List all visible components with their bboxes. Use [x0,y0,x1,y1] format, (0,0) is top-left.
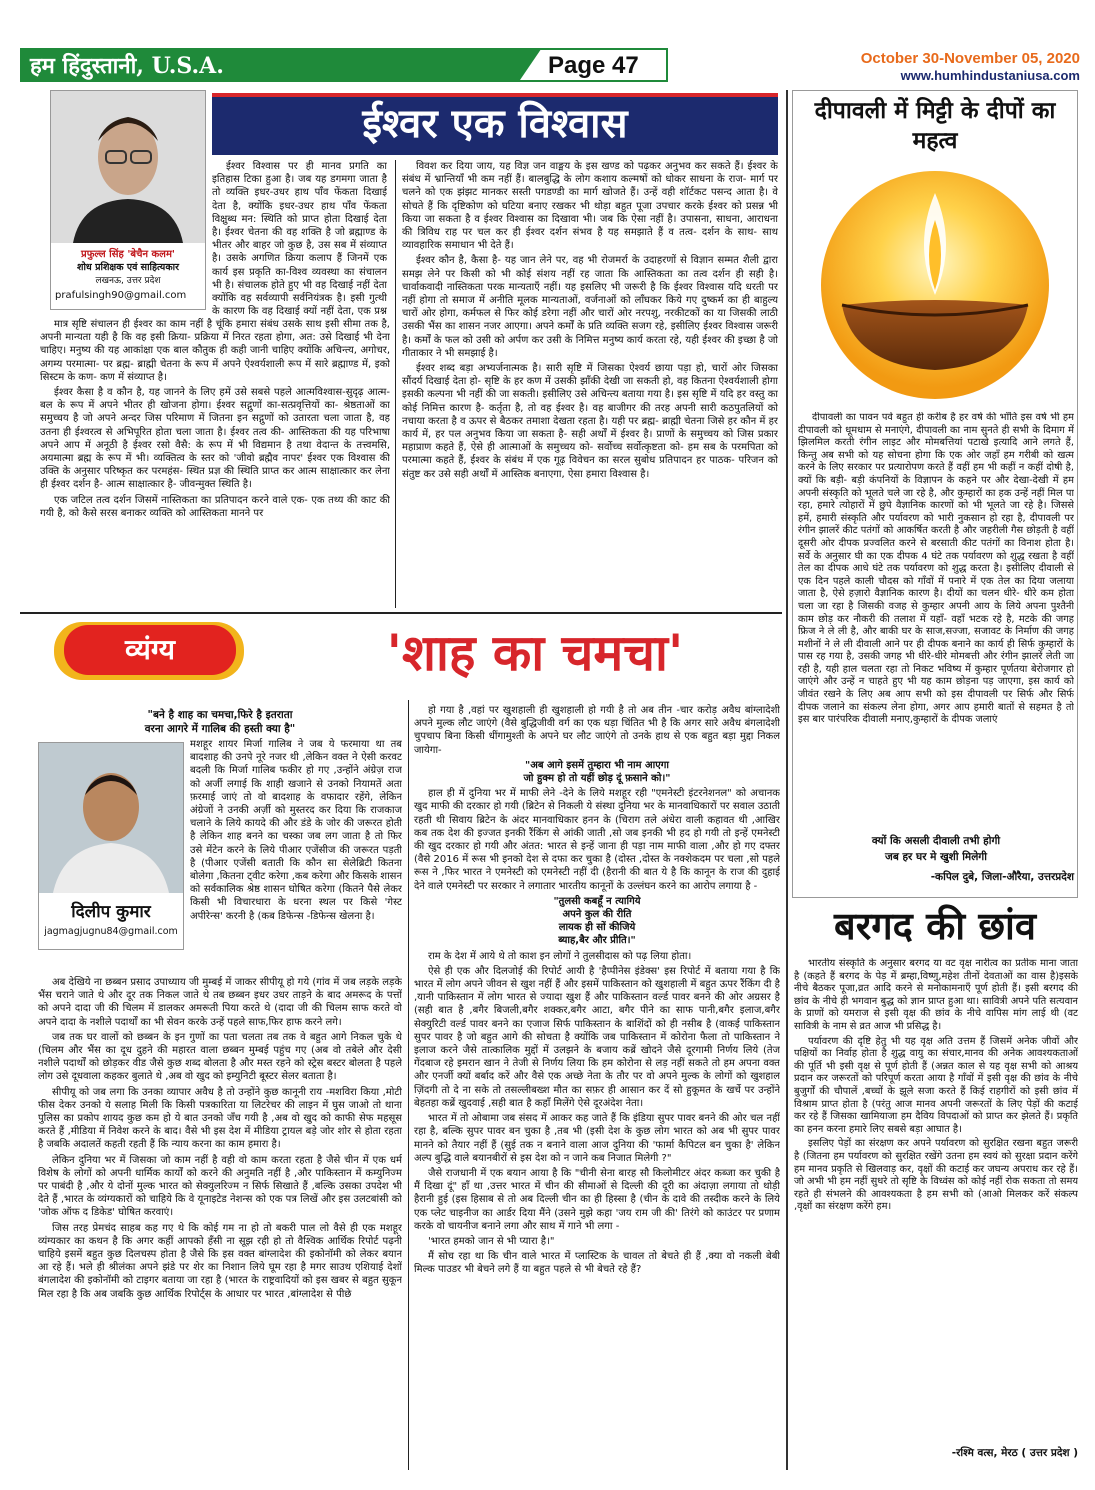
article2-col1-top-text: मशहूर शायर मिर्जा गालिब ने जब ये फरमाया था तब बादशाह की उनपे नूरे नजर थी ,लेकिन वक्त ने ऐसी करवट बदली कि मिर्जा गालिब फकीर हो गए ,उन्होंने अंग्रेज़ राज को अर्जी लगाई कि शाही खजाने से उनको नियामतें अता फ़रमाई जाएं तो वो बादशाह के वफादार रहेंगे, लेकिन अंग्रेजों ने उनकी अर्ज़ी को मुस्तरद कर दिया कि राजकाज चलाने के लिये कायदे की और डंडे के जोर की जरूरत होती है लेकिन शाह बनने का चस्का जब लग जाता है तो फिर उसे मेंटेन करने के लिये पीआर एजेंसीज की जरूरत पड़ती है (पीआर एजेंसी बताती कि कौन सा सेलेब्रिटी कितना बोलेगा ,कितना ट्वीट करेगा ,कब करेगा और किसके शासन को सर्वकालिक श्रेष्ठ शासन घोषित करेगा (कितने पैसे लेकर किसी भी विचारधारा के धरना स्थल पर किसे 'गेस्ट अपीरेन्स' करनी है (कब डिफेन्स -डिफेन्स खेलना है। [190,739,402,922]
author2-name: दिलीप कुमार [71,902,151,922]
sidebar2-title: बरगद की छांव [834,903,1036,948]
article2-col2-p6: जैसे राजधानी में एक बयान आया है कि "चीनी सेना बारह सौ किलोमीटर अंदर कब्जा कर चुकी है मैं दिखा दूं" हाँ था ,उत्तर भारत में चीन की सीमाओं से दिल्ली की दूरी का अंदाज़ा लगाया तो थोड़ी हैरानी हुई (इस हिसाब से तो अब दिल्ली चीन का ही हिस्सा है (चीन के दावे की तस्दीक करने के लिये एक प्लेट चाइनीज का आर्डर दिया मैंने (उसने मुझे कहा 'जय राम जी की' तिरंगे को काउंटर पर प्रणाम करके वो चायनीज बनाने लगा और साथ में गाने भी लगा - [414,1167,780,1232]
sidebar1-title: दीपावली में मिट्टी के दीपों का महत्व [814,97,1056,154]
article1-col2-p1: विवश कर दिया जाय, यह विज्ञ जन वाङ्मय के इस खण्ड को पढ़कर अनुभव कर सकते हैं। ईश्वर के संबंध में भ्रान्तियाँ भी कम नहीं हैं। बालबुद्धि के लोग कशाय कल्मषों को धोकर साधना के राज- मार्ग पर चलने को एक झंझट मानकर सस्ती पगडण्डी का मार्ग खोजते हैं। उन्हें वही शॉर्टकट पसन्द आता है। वे सोचते हैं कि दृष्टिकोण को घटिया बनाए रखकर भी थोड़ा बहुत पूजा उपचार करके ईश्वर को प्रसन्न भी किया जा सकता है व ईश्वर विश्वास का दिखावा भी। जब कि ऐसा नहीं है। उपासना, साधना, आराधना की त्रिविध राह पर चल कर ही ईश्वर दर्शन संभव है यह समझाते हैं व तत्व- दर्शन के साथ- साथ व्यावहारिक समाधान भी देते हैं। [402,161,778,252]
author2-email[interactable]: jagmagjugnu84@gmail.com [44,926,178,937]
article2-col2-p4: ऐसे ही एक और दिलजोई की रिपोर्ट आयी है 'हैप्पीनेस इंडेक्स' इस रिपोर्ट में बताया गया है कि भारत में लोग अपने जीवन से खुश नहीं हैं और इसमें पाकिस्तान को खुशहाली में बहुत ऊपर रैंकिंग दी है ,यानी पाकिस्तान में लोग भारत से ज्यादा खुश हैं और पाकिस्तान वर्ल्ड पावर बनने की ओर अग्रसर है (सही बात है ,बगैर बिजली,बगैर शक्कर,बगैर आटा, बगैर पीने का साफ पानी,बगैर इलाज,बगैर सेक्युरिटी वर्ल्ड पावर बनने का एजाज सिर्फ पाकिस्तान के बाशिंदों को ही नसीब है (वाकई पाकिस्तान सुपर पावर है जो बहुत आगे की सोचता है क्योंकि जब पाकिस्तान में कोरोना फैला तो पाकिस्तान ने इलाज करने जैसे तात्कालिक मुद्दों में उलझने के बजाय कब्रें खोदने जैसे दूरगामी निर्णय लिये (तेज गेंदबाज रहे इमरान खान ने तेजी से निर्णय लिया कि हम कोरोना से लड़ नहीं सकते तो हम अपना वक्त और एनर्जी क्यों बर्बाद करें और वैसे एक अच्छे नेता के तौर पर वो अपने मुल्क के लोगों को खुशहाल ज़िंदगी तो दे ना सके तो तसल्लीबख्श मौत का सफ़र ही आसान कर दें सो हुकूमत के खर्चे पर उन्होंने बेहतहा कब्रें खुदवाई ,सही बात है कहाँ मिलेंगे ऐसे दूरअंदेश नेता। [414,965,780,1109]
article2-col1 [38,976,402,1470]
article2-quote-line2: वरना आगरे में गालिब की हस्ती क्या है" [144,723,296,735]
sidebar2-body-p1: भारतीय संस्कृति के अनुसार बरगद या वट वृक्ष नारीत्व का प्रतीक माना जाता है (कहते हैं बरगद के पेड़ में ब्रम्हा,विष्णु,महेश तीनों देवताओं का वास है)इसके नीचे बैठकर पूजा,व्रत आदि करने से मनोकामनाएँ पूर्ण होती हैं। इसी बरगद की छांव के नीचे ही भगवान बुद्ध को ज्ञान प्राप्त हुआ था। सावित्री अपने पति सत्यवान के प्राणों को यमराज से इसी वृक्ष की छांव के नीचे वापिस मांग लाई थी (वट सावित्री के नाम से व्रत आज भी प्रसिद्ध है। [794,958,1078,1032]
author2-photo-box [38,742,184,950]
article2-col2-p7: 'भारत हमको जान से भी प्यारा है।" [428,1235,555,1247]
diya-image [802,165,1068,405]
article2-col1-p5: जिस तरह प्रेमचंद साहब कह गए थे कि कोई गम ना हो तो बकरी पाल लो वैसे ही एक मशहूर व्यंग्यकार का कथन है कि अगर कहीं आपको हँसी ना सूझ रही हो तो वैश्विक आर्थिक रिपोर्ट पढ़नी चाहिये इसमें बहुत कुछ दिलचस्प होता है जैसे कि इस वक्त बांग्लादेश की इकोनॉमी को लेकर बयान आ रहे हैं। भले ही श्रीलंका अपने झंडे पर शेर का निशान लिये घूम रहा है मगर साउथ एशियाई देशों बंगलादेश की इकोनॉमी को टाइगर बताया जा रहा है (भारत के राष्ट्रवादियों को इस खबर से बहुत सुकून मिल रहा है कि अब जबकि कुछ आर्थिक रिपोर्ट्स के आधार पर भारत ,बांग्लादेश से पीछे [38,1222,402,1300]
article2-col1-p2: जब तक घर वालों को छब्बन के इन गुणों का पता चलता तब तक वे बहुत आगे निकल चुके थे (चिलम और भैंस का दूध दुहने की महारत वाला छब्बन मुम्बई पहुंच गए (अब वो तबेले और देसी नशीले पदार्थों को छोड़कर वीड जैसे कुछ शब्द बोलता है और मस्त रहने को स्ट्रेस बस्टर बोलता है पहले लोग उसे दूधवाला कहकर बुलाते थे ,अब वो खुद को इम्युनिटी बूस्टर सेलर बताता है। [38,1031,402,1083]
article2-col2-p8: मैं सोच रहा था कि चीन वाले भारत में प्लास्टिक के चावल तो बेचते ही हैं ,क्या वो नकली बेबी मिल्क पाउडर भी बेचने लगे हैं या बहुत पहले से भी बेचते रहे हैं? [414,1251,780,1276]
sidebar1-signature: -कपिल दुबे, जिला-औरैया, उत्तरप्रदेश [930,871,1074,883]
sidebar-divider [786,90,788,1470]
author-photo-box [50,90,206,310]
satire-label: व्यंग्य [64,625,236,675]
article1-intro-text: ईश्वर विश्वास पर ही मानव प्रगति का इतिहास टिका हुआ है। जब यह डगमगा जाता है तो व्यक्ति इधर-उधर हाथ पाँव फेंकता दिखाई देता है, क्योंकि इधर-उधर हाथ पाँव फेंकता विक्षुब्ध मन: स्थिति को प्राप्त होता दिखाई देता है। ईश्वर चेतना की वह शक्ति है जो ब्रह्माण्ड के भीतर और बाहर जो कुछ है, उस सब में संव्याप्त है। उसके अगणित क्रिया कलाप हैं जिनमें एक कार्य इस प्रकृति का-विश्व व्यवस्था का संचालन भी है। संचालक होते हुए भी वह दिखाई नहीं देता क्योंकि वह सर्वव्यापी सर्वनियंत्रक है। इसी गुत्थी के कारण कि वह दिखाई क्यों नहीं देता, एक प्रश्न [212,161,387,318]
article2-col2-p3: राम के देश में आये थे तो काश इन लोगों ने तुलसीदास को पढ़ लिया होता। [428,950,692,962]
sidebar1-closing-2: जब हर घर मे खुशी मिलेगी [885,851,987,863]
article2-col2-p1: हो गया है ,वहां पर खुशहाली ही खुशहाली हो गयी है तो अब तीन -चार करोड़ अवैध बांग्लादेशी अपने मुल्क लौट जाएंगे (वैसे बुद्धिजीवी वर्ग का एक धड़ा चिंतित भी है कि अगर सारे अवैध बंगलादेशी चुपचाप बिना किसी धींगामुश्ती के अपने घर लौट जाएंगे तो उनके हाथ से एक बहुत बड़ा मुद्दा निकल जायेगा- [414,705,780,756]
article2-quote3-line2: जो हुक्म हो तो यहीं छोड़ दूं फ़साने को।" [523,773,671,785]
article2-col1-p3: सीपीयू को जब लगा कि उनका व्यापार अवैध है तो उन्होंने कुछ कानूनी राय -मशविरा किया ,मोटी फीस देकर उनको ये सलाह मिली कि किसी पत्रकारिता या लिटरेचर की लाइन में घुस जाओ तो थाना पुलिस का प्रकोप शायद कुछ कम हो ये बात उनको जँच गयी है ,अब वो खुद को काफी सेफ महसूस करते हैं ,मीडिया में निवेश करने के बाद। वैसे भी इस देश में मीडिया ट्रायल बड़े जोर शोर से होता रहता है जबकि अदालतें कहती रहती हैं कि न्याय करना का काम हमारा है। [38,1086,402,1151]
author-place: लखनऊ, उत्तर प्रदेश [95,276,161,286]
sidebar2-body-p3: इसलिए पेड़ों का संरक्षण कर अपने पर्यावरण को सुरक्षित रखना बहुत जरूरी है (जितना हम पर्यावरण को सुरक्षित रखेंगे उतना हम स्वयं को सुरक्षा प्रदान करेंगे हम मानव प्रकृति से खिलवाड़ कर, वृक्षों की कटाई कर जघन्य अपराध कर रहे हैं। जो अभी भी हम नहीं सुधरे तो सृष्टि के विध्वंस को कोई नहीं रोक सकता तो समय रहते ही संभलने की आवश्यकता है हम सभी को (आओ मिलकर करें संकल्प ,वृक्षों का संरक्षण करेंगे हम। [794,1138,1078,1213]
issue-date: October 30-November 05, 2020 [860,50,1080,67]
article2-quote-line1: "बने है शाह का चमचा,फिरे है इतराता [147,709,293,721]
author-email[interactable]: prafulsingh90@gmail.com [55,290,187,301]
article1-col1-p3: एक जटिल तत्व दर्शन जिसमें नास्तिकता का प्रतिपादन करने वाले एक- एक तथ्य की काट की गयी है, को कैसे सरस बनाकर व्यक्ति को आस्तिकता मानने पर [40,494,390,519]
sidebar1-closing-1: क्यों कि असली दीवाली तभी होगी [871,835,1001,847]
article2-col2-p5: भारत में तो ओबामा जब संसद में आकर कह जाते हैं कि इंडिया सुपर पावर बनने की ओर चल नहीं रहा है, बल्कि सुपर पावर बन चुका है ,तब भी (इसी देश के कुछ लोग भारत को अब भी सुपर पावर मानने को तैयार नहीं हैं (सुई तक न बनाने वाला आज दुनिया की 'फार्मा कैपिटल बन चुका है' लेकिन अल्प बुद्धि वाले बयानबीरों से इस देश को न जाने कब निजात मिलेगी ?" [414,1113,780,1164]
article2-quote4-line1: "तुलसी कबहूँ न त्यागिये [553,895,641,907]
diya-illustration [802,165,1068,405]
sidebar2-body-p2: पर्यावरण की दृष्टि हेतु भी यह वृक्ष अति उत्तम हैं जिसमें अनेक जीवों और पक्षियों का निर्वाह होता है शुद्ध वायु का संचार,मानव की अनेक आवश्यकताओं की पूर्ति भी इसी वृक्ष से पूर्ण होती हैं (अन्नत काल से यह वृक्ष सभी को आश्रय प्रदान कर जरूरतों को परिपूर्ण करता आया है गाँवों में इसी वृक्ष की छांव के नीचे बुजुर्गों की चौपालें ,बच्चों के झूले सजा करते हैं किई राहगीरों को इसी छांव में विश्राम प्राप्त होता है (परंतु आज मानव अपनी जरूरतों के लिए पेड़ों की कटाई कर रहे हैं जिसका खामियाजा हम दैविय विपदाओं को प्राप्त कर झेलते हैं। प्रकृति का हनन करना हमारे लिए सबसे बड़ा आघात है। [794,1035,1078,1135]
article1-col2 [402,160,778,608]
article2-quote3-line1: "अब आगे इसमें तुम्हारा भी नाम आएगा [525,759,669,771]
article1-intro [212,160,387,318]
column-divider [395,160,396,608]
article1-col2-p2: ईश्वर कौन है, कैसा है- यह जान लेने पर, वह भी रोजमर्रा के उदाहरणों से विज्ञान सम्मत शैली द्वारा समझ लेने पर किसी को भी कोई संशय नहीं रह जाता कि आस्तिकता का तत्व दर्शन ही सही है। चार्वाकवादी नास्तिकता परक मान्यताएँ नहीं। यह इसलिए भी जरूरी है कि ईश्वर विश्वास यदि धरती पर नहीं होगा तो समाज में अनीति मूलक मान्यताओं, वर्जनाओं को लाँघकर किये गए दुष्कर्म का ही बाहुल्य चारों ओर होगा, कर्मफल से फिर कोई डरेगा नहीं और चारों ओर नरपशु, नरकीटकों का या जिसकी लाठी उसकी भैंस का शासन नजर आएगा। अपने कर्मों के प्रति व्यक्ति सजग रहे, इसीलिए ईश्वर विश्वास जरूरी है। कर्मों के फल को उसी को अर्पण कर उसी के निमित्त मनुष्य कार्य करता रहे, यही ईश्वर की इच्छा है जो गीताकार ने भी समझाई है। [402,255,778,359]
article1-col1-p1: मात्र सृष्टि संचालन ही ईश्वर का काम नहीं है चूंकि हमारा संबंध उसके साथ इसी सीमा तक है, अपनी मान्यता यही है कि वह इसी क्रिया- प्रक्रिया में निरत रहता होगा, अत: उसे दिखाई भी देना चाहिए। मनुष्य की यह आकांक्षा एक बाल कौतुक ही कही जानी चाहिए क्योंकि अचिन्त्य, अगोचर, अगम्य परमात्मा- पर ब्रह्म- ब्राह्मी चेतना के रूप में अपने ऐश्वर्यशाली रूप में सारे ब्रह्माण्ड में, इको सिस्टम के कण- कण में संव्याप्त है। [40,319,390,383]
website-link[interactable]: www.humhindustaniusa.com [900,68,1080,83]
article2-column-divider [408,700,409,1470]
article1-col1 [40,318,390,608]
article1-col2-p3: ईश्वर शब्द बड़ा अभ्यर्जनात्मक है। सारी सृष्टि में जिसका ऐश्वर्य छाया पड़ा हो, चारों ओर जिसका सौंदर्य दिखाई देता हो- सृष्टि के हर कण में उसकी झाँकी देखी जा सकती हो, वह कितना ऐश्वर्यशाली होगा इसकी कल्पना भी नहीं की जा सकती। इसीलिए उसे अचिन्त्य बताया गया है। इस सृष्टि में यदि हर वस्तु का कोई निमित्त कारण है- कर्तृता है, तो वह ईश्वर है। वह बाजीगर की तरह अपनी सारी कठपुतलियों को नचाया करता है व ऊपर से बैठकर तमाशा देखता रहता है। यही पर ब्रह्म- ब्राह्मी चेतना जिसे हर कौन में हर कार्य में, हर पल अनुभव किया जा सकता है- सही अर्थों में ईश्वर है। प्राणों के समुच्चय को जिस प्रकार महाप्राण कहते हैं, ऐसे ही आत्माओं के समुच्चय को- सर्वोच्च सर्वोत्कृष्टता को- हम सब के परमपिता को परमात्मा कहते हैं, ईश्वर के संबंध में एक गूढ़ विवेचन का सरल सुबोध प्रतिपादन हर पाठक- परिजन को संतुष्ट कर उसे सही अर्थों में आस्तिक बनाएगा, ऐसा हमारा विश्वास है। [402,363,778,480]
masthead-title: हम हिंदुस्तानी, U.S.A. [30,53,224,79]
author-name: प्रफुल्ल सिंह 'बेचैन कलम' [81,249,175,260]
article2-quote4-line2: अपने कुल की रीति [562,909,632,921]
article2-col1-p4: लेकिन दुनिया भर में जिसका जो काम नहीं है वही वो काम करता रहता है जैसे चीन में एक धर्म विशेष के लोगों को अपनी धार्मिक कार्यों को करने की अनुमति नहीं है ,और पाकिस्तान में कम्युनिज्म पर पाबंदी है ,और ये दोनों मुल्क भारत को सेक्युलरिज्म न सिर्फ सिखाते हैं ,बल्कि उसका उपदेश भी देते हैं ,भारत के व्यंग्यकारों को चाहिये कि वे यूनाइटेड नेशन्स को एक पत्र लिखें और इस उलटबांसी को 'जोक ऑफ द डिकेड' घोषित करवाएं। [38,1154,402,1219]
author-photo [51,91,205,243]
article2-col2 [414,704,780,1470]
article2-headline: 'शाह का चमचा' [386,623,684,682]
author2-photo [39,743,183,893]
article2-quote4-line3: लायक ही सों कीजिये [558,922,636,934]
article2-quote4-line4: ब्याह,बैर और प्रीति।" [558,935,636,947]
author-role: शोध प्रशिक्षक एवं साहित्यकार [77,262,179,273]
article2-col2-p2: हाल ही में दुनिया भर में माफी लेने -देने के लिये मशहूर रही "एमनेस्टी इंटरनेशनल" को अचानक खुद माफी की दरकार हो गयी (ब्रिटेन से निकली ये संस्था दुनिया भर के मानवाधिकारों पर सवाल उठाती रहती थी सिवाय ब्रिटेन के अंदर मानवाधिकार हनन के (चिराग तले अंधेरा वाली कहावत थी ,आखिर कब तक देश की इज्जत इनकी रैंकिंग से आंकी जाती ,सो जब इनकी भी हद हो गयी तो इन्हें एमनेस्टी की खुद दरकार हो गयी और अंतत: भारत से इन्हें जाना ही पड़ा नाम माफी वाला ,और हो गए दफ्तर (वैसे 2016 में रूस भी इनको देश से दफा कर चुका है (दोस्त ,दोस्त के नक्शेकदम पर चला ,सो पहले रूस ने ,फिर भारत ने एमनेस्टी को एमनेस्टी नहीं दी (हैरानी की बात ये है कि कानून के राज की दुहाई देने वाले एमनेस्टी पर सरकार ने लगातार भारतीय कानूनों के उल्लंघन करने का आरोप लगाया है - [414,788,780,892]
sidebar1-body [798,412,1074,824]
sidebar2-signature: -रश्मि वत्स, मेरठ ( उत्तर प्रदेश ) [951,1447,1078,1459]
article2-box [20,612,782,614]
article1-col1-p2: ईश्वर कैसा है व कौन है, यह जानने के लिए हमें उसे सबसे पहले आत्मविश्वास-सुदृढ़ आत्म- बल के रूप में अपने भीतर ही खोजना होगा। ईश्वर सद्गुणों का-सत्प्रवृत्तियों का- श्रेष्ठताओं का समुच्चय है जो अपने अन्दर जिस परिमाण में जितना इन सद्गुणों को उतारता चला जाता है, वह उतना ही ईश्वरत्व से अभिपूरित होता चला जाता है। ईश्वर तत्व की- आस्तिकता की यह परिभाषा अपने आप में अनूठी है ईश्वर रसो वैसै: के रूप में भी विद्यमान है तथा वेदान्त के तत्त्वमसि, अयमात्मा ब्रह्म के रूप में भी। व्यक्तित्व के स्तर को 'जीवो ब्रह्मैव नापर' ईश्वर एक विश्वास की उक्ति के अनुसार परिष्कृत कर परमहंस- स्थित प्रज्ञ की स्थिति प्राप्त कर आत्म साक्षात्कार कर लेना ही ईश्वर दर्शन है- आत्म साक्षात्कार है- जीवन्मुक्त स्थिति है। [40,387,390,491]
article2-col1-top [190,738,402,974]
sidebar2-body [794,958,1078,1438]
page-number: Page 47 [548,52,639,79]
article-headline: ईश्वर एक विश्वास [362,100,628,147]
sidebar1-body-text: दीपावली का पावन पर्व बहुत ही करीब है हर वर्ष की भाँति इस वर्ष भी हम दीपावली को धूमधाम से मनाएंगे, दीपावली का नाम सुनते ही सभी के दिमाग में झिलमिल करती रंगीन लाइट और मोमबत्तियां पटाखे इत्यादि आने लगते हैं, किन्तु अब सभी को यह सोचना होगा कि एक ओर जहाँ हम गरीबी को खत्म करने के लिए सरकार पर प्रत्यारोपण करते हैं वहीं हम भी कहीं न कहीं दोषी है, क्यों कि बड़ी- बड़ी कंपनियों के विज्ञापन के कहने पर और देखा-देखी में हम अपनी संस्कृति को भूलते चले जा रहे है, और कुम्हारों का हक उन्हें नहीं मिल पा रहा, हमारे त्योहारों में छुपे वैज्ञानिक कारणों को भी भूलते जा रहे है। जिससे हमें, हमारी संस्कृति और पर्यावरण को भारी नुकसान हो रहा है, दीपावली पर रंगीन झालरें कीट पतंगों को आकर्षित करती है और जहरीली गैस छोड़ती है वहीं दूसरी ओर दीपक प्रज्वलित करने से बरसाती कीट पतंगों का विनाश होता है। सर्वे के अनुसार घी का एक दीपक 4 घंटे तक पर्यावरण को शुद्ध रखता है वहीं तेल का दीपक आधे घंटे तक पर्यावरण को शुद्ध करता है। इसीलिए दीवाली से एक दिन पहले काली चौदस को गाँवों में पनारे में एक तेल का दिया जलाया जाता है, ऐसे हज़ारो वैज्ञानिक कारण है। दीयों का चलन धीरे- धीरे कम होता चला जा रहा है जिसकी वजह से कुम्हार अपनी आय के लिये अपना पुश्तैनी काम छोड़ कर नौकरी की तलाश में यहाँ- वहाँ भटक रहे है, मटके की जगह फ्रिज ने ले ली है, और बाकी घर के साज,सज्जा, सजावट के निर्माण की जगह मशीनों ने ले ली दीवाली आने पर ही दीपक बनाने का कार्य ही सिर्फ कुम्हारों के पास रह गया है, उसकी जगह भी धीरे-धीरे मोमबत्ती और रंगीन झालरें लेती जा रही है, यही हाल चलता रहा तो निकट भविष्य में कुम्हार पूर्णतया बेरोजगार हो जाएंगे और उन्हें न चाहते हुए भी यह काम छोड़ना पड़ जाएगा, इस कार्य को जीवंत रखने के लिए अब आप सभी को इस दीपावली पर सिर्फ और सिर्फ दीपक जलाने का संकल्प लेना होगा, अगर आप हमारी बातों से सहमत है तो इस बार पारंपरिक दीवाली मनाए,कुम्हारों के दीपक जलाएं [798,412,1074,726]
article2-col1-p1: अब देखिये ना छब्बन प्रसाद उपाध्याय जी मुम्बई में जाकर सीपीयू हो गये (गांव में जब लड़के लड़के भैंस चराने जाते थे और दूर तक निकल जाते थे तब छब्बन इधर उधर ताड़ने के बाद अमरूद के पत्तों को अपने दादा जी की चिलम में डालकर अमरूती पिया करते थे (दादा जी की चिलम साफ करते वो अपने दादा के नशीले पदार्थों का भी सेवन करके उन्हें पहले साफ,फिर हाफ करने लगे। [38,977,402,1028]
